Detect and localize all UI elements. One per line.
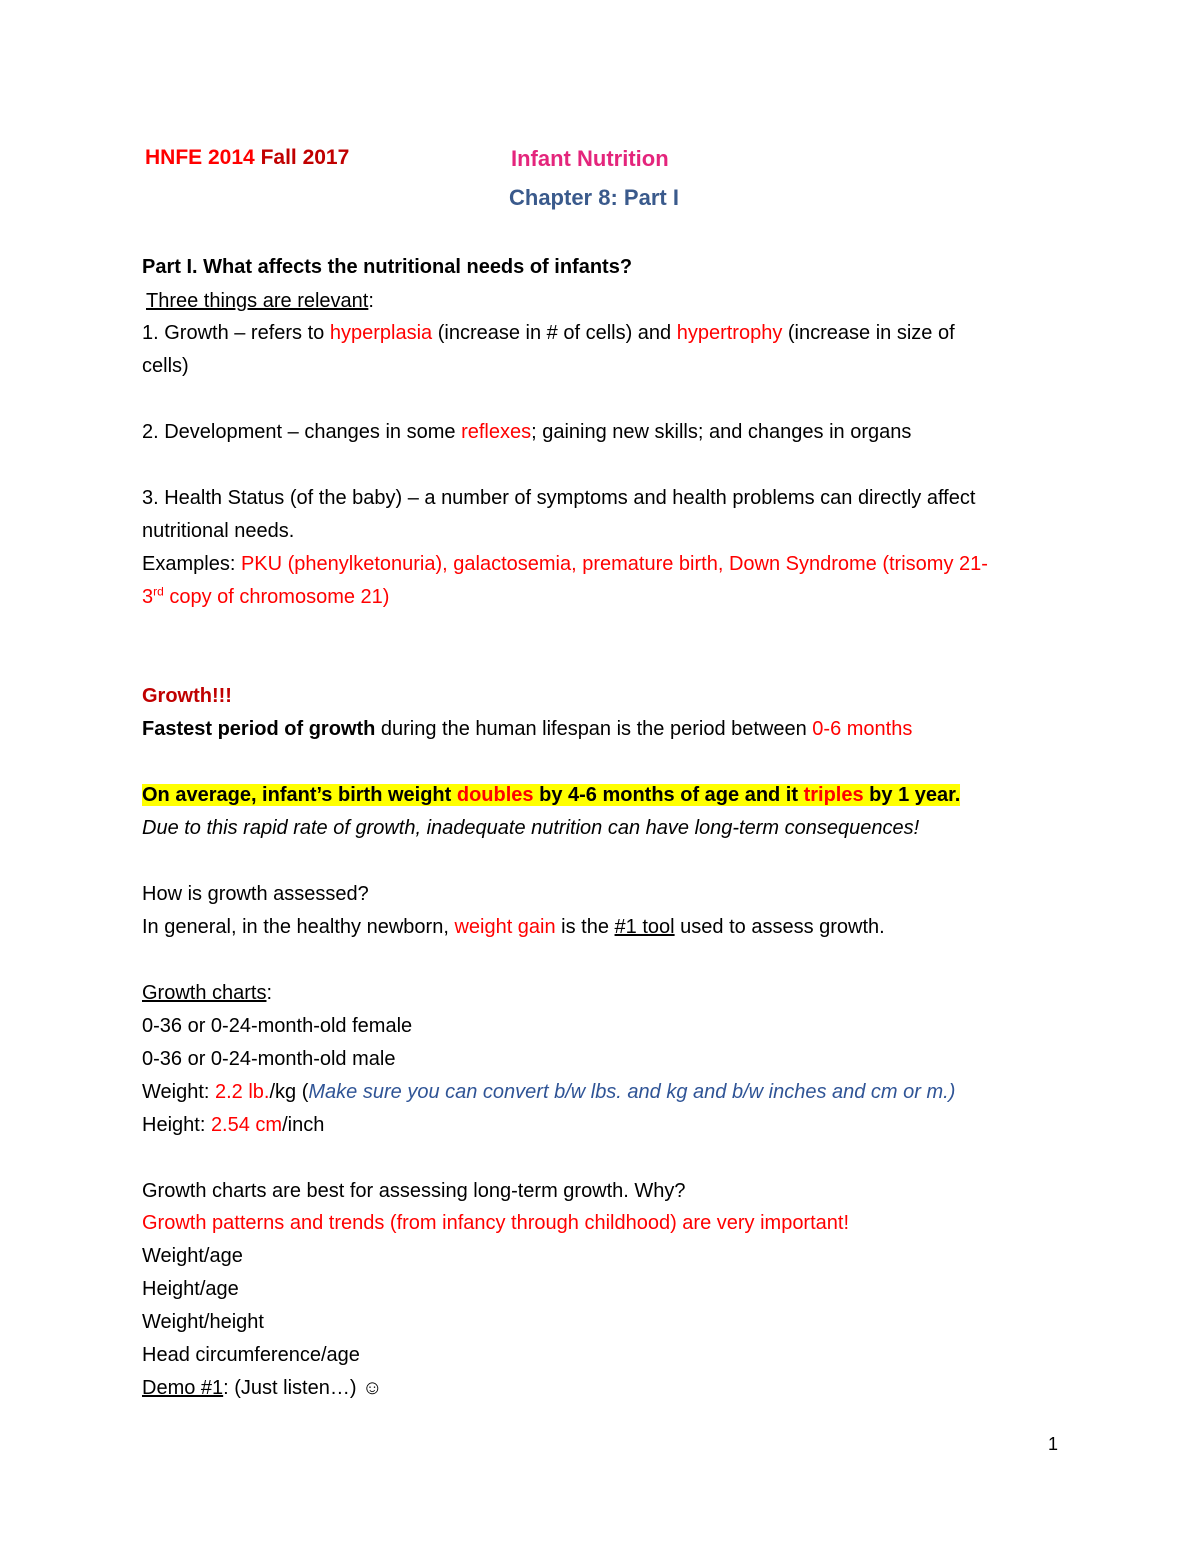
growth-def-text-c: (increase in size of [782, 322, 955, 344]
page-number: 1 [1048, 1434, 1059, 1454]
fastest-growth-line [142, 716, 912, 742]
relevant-colon: : [368, 290, 374, 312]
relevant-line [146, 288, 374, 314]
growth-charts-label: Growth charts [142, 982, 267, 1004]
development-definition [142, 419, 911, 445]
chart-item: Weight/height [142, 1311, 264, 1333]
fastest-growth-range: 0-6 months [812, 718, 913, 740]
assessment-question: How is growth assessed? [142, 883, 369, 905]
growth-def-text-b: (increase in # of cells) and [432, 322, 677, 344]
highlighted-text [142, 784, 960, 806]
charts-best-for: Growth charts are best for assessing long-term growth. Why? [142, 1180, 686, 1202]
growth-def-text-a: 1. Growth – refers to [142, 322, 330, 344]
growth-heading: Growth!!! [142, 685, 232, 707]
general-text-b: is the [555, 916, 615, 938]
course-code: HNFE 2014 [145, 146, 255, 169]
examples-line-cont [142, 584, 389, 610]
growth-charts-colon: : [266, 982, 273, 1004]
fastest-growth-label: Fastest period of growth [142, 718, 376, 740]
weight-gain-line [142, 914, 885, 940]
fastest-growth-text: during the human lifespan is the period between [375, 718, 813, 740]
growth-definition-cont: cells) [142, 355, 189, 377]
term-hyperplasia: hyperplasia [329, 322, 433, 344]
height-unit: /inch [282, 1114, 325, 1136]
health-status-cont: nutritional needs. [142, 520, 295, 542]
chart-item: Head circumference/age [142, 1344, 360, 1366]
growth-definition [142, 320, 955, 346]
part1-question: Part I. What affects the nutritional needs of infants? [142, 256, 633, 278]
ordinal-suffix: rd [153, 584, 164, 599]
avg-text-c: by 1 year. [863, 784, 961, 806]
dev-text-a: 2. Development – changes in some [142, 421, 462, 443]
growth-charts-heading [142, 980, 272, 1006]
conversion-note: Make sure you can convert b/w lbs. and kg and b/w inches and cm or m.) [308, 1081, 956, 1103]
relevant-label: Three things are relevant [146, 290, 369, 312]
weight-value: 2.2 lb. [215, 1081, 270, 1103]
examples-list-cont: copy of chromosome 21) [163, 586, 390, 608]
chart-item: Weight/age [142, 1245, 243, 1267]
term-reflexes: reflexes [461, 421, 532, 443]
avg-text-a: On average, infant’s birth weight [142, 784, 457, 806]
general-text-a: In general, in the healthy newborn, [142, 916, 455, 938]
avg-text-b: by 4-6 months of age and it [533, 784, 804, 806]
chart-female: 0-36 or 0-24-month-old female [142, 1015, 413, 1037]
demo-label: Demo #1 [142, 1377, 224, 1399]
chromosome-ordinal: 3 [142, 586, 154, 608]
weight-unit: /kg ( [269, 1081, 309, 1103]
document-title: Infant Nutrition [511, 146, 669, 171]
height-conversion [142, 1112, 324, 1138]
term-weight-gain: weight gain [454, 916, 556, 938]
chart-male: 0-36 or 0-24-month-old male [142, 1048, 396, 1070]
health-status-definition: 3. Health Status (of the baby) – a number of symptoms and health problems can directly affect [142, 487, 976, 509]
height-label: Height: [142, 1114, 211, 1136]
height-value: 2.54 cm [210, 1114, 283, 1136]
term-doubles: doubles [456, 784, 534, 806]
chart-item: Height/age [142, 1278, 239, 1300]
weight-label: Weight: [142, 1081, 215, 1103]
weight-conversion [142, 1079, 955, 1105]
examples-line [142, 551, 988, 577]
demo-text: : (Just listen…) ☺ [223, 1377, 383, 1399]
examples-label: Examples: [142, 553, 241, 575]
course-term: Fall 2017 [260, 146, 350, 169]
chapter-subtitle: Chapter 8: Part I [509, 185, 679, 210]
term-hypertrophy: hypertrophy [676, 322, 783, 344]
rapid-growth-note: Due to this rapid rate of growth, inadequate nutrition can have long-term consequences! [142, 817, 920, 839]
demo-line [142, 1375, 383, 1401]
average-weight-line [142, 782, 960, 808]
examples-list: PKU (phenylketonuria), galactosemia, premature birth, Down Syndrome (trisomy 21- [240, 553, 988, 575]
growth-patterns-note: Growth patterns and trends (from infancy through childhood) are very important! [142, 1212, 850, 1234]
course-header [145, 146, 349, 170]
dev-text-b: ; gaining new skills; and changes in organs [531, 421, 912, 443]
term-triples: triples [803, 784, 864, 806]
general-text-c: used to assess growth. [674, 916, 885, 938]
term-number-one-tool: #1 tool [614, 916, 675, 938]
